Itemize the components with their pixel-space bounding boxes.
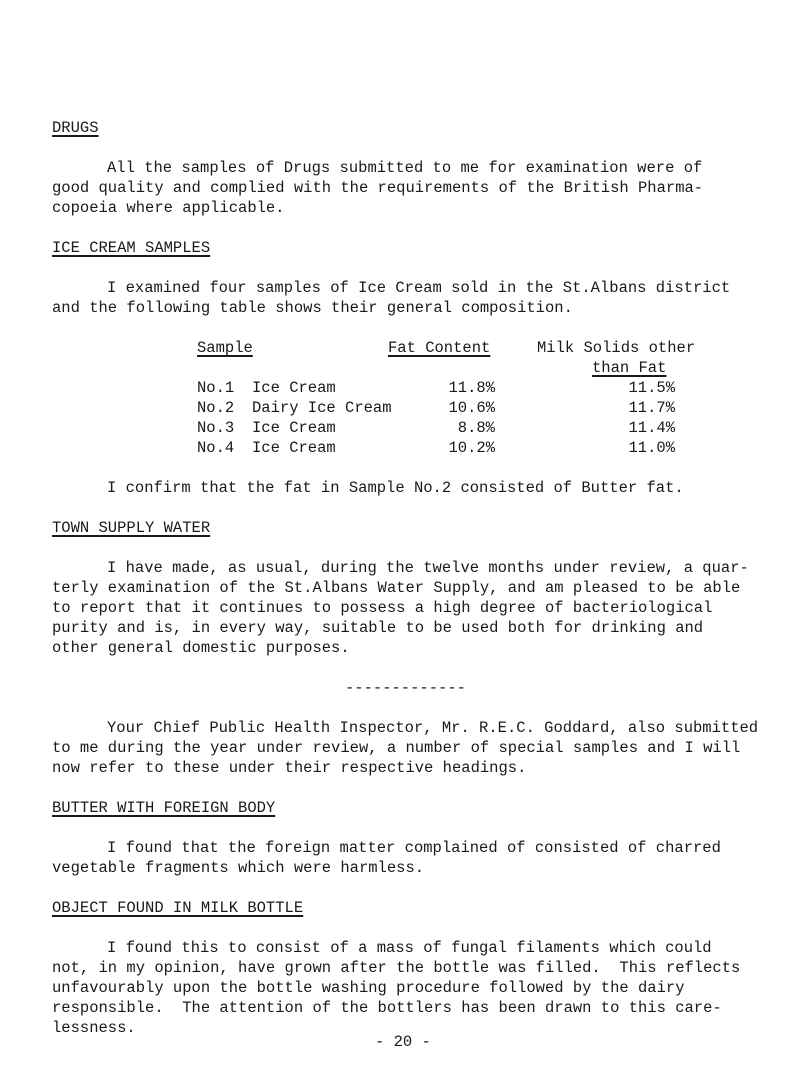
inspector-line-3: now refer to these under their respective headings. — [52, 759, 527, 777]
table-row-1-desc: Ice Cream — [252, 379, 336, 397]
table-row-3-no: No.3 — [197, 419, 235, 437]
table-row-3-milk: 11.4% — [628, 419, 675, 437]
section-separator: ------------- — [345, 679, 466, 697]
inspector-line-2: to me during the year under review, a number of special samples and I will — [52, 739, 741, 757]
table-row-3-fat: 8.8% — [457, 419, 495, 437]
table-row-3-desc: Ice Cream — [252, 419, 336, 437]
butter-line-2: vegetable fragments which were harmless. — [52, 859, 425, 877]
milk-bottle-line-2: not, in my opinion, have grown after the bottle was filled. This reflects — [52, 959, 741, 977]
table-row-1-no: No.1 — [197, 379, 235, 397]
table-row-2-milk: 11.7% — [628, 399, 675, 417]
table-row-2-fat: 10.6% — [448, 399, 495, 417]
water-line-5: other general domestic purposes. — [52, 639, 350, 657]
water-line-4: purity and is, in every way, suitable to be used both for drinking and — [52, 619, 704, 637]
page-number: - 20 - — [375, 1033, 431, 1051]
table-row-4-desc: Ice Cream — [252, 439, 336, 457]
drugs-paragraph-line-1: All the samples of Drugs submitted to me for examination were of — [107, 159, 703, 177]
milk-bottle-line-5: lessness. — [52, 1019, 136, 1037]
table-row-2-desc: Dairy Ice Cream — [252, 399, 392, 417]
drugs-paragraph-line-3: copoeia where applicable. — [52, 199, 285, 217]
butter-line-1: I found that the foreign matter complained of consisted of charred — [107, 839, 721, 857]
milk-bottle-line-4: responsible. The attention of the bottlers has been drawn to this care- — [52, 999, 722, 1017]
inspector-line-1: Your Chief Public Health Inspector, Mr. R.E.C. Goddard, also submitted — [107, 719, 759, 737]
water-heading: TOWN SUPPLY WATER — [52, 519, 211, 537]
water-line-1: I have made, as usual, during the twelve months under review, a quar- — [107, 559, 749, 577]
milk-bottle-line-1: I found this to consist of a mass of fungal filaments which could — [107, 939, 712, 957]
table-row-1-fat: 11.8% — [448, 379, 495, 397]
drugs-heading: DRUGS — [52, 119, 99, 137]
butter-heading: BUTTER WITH FOREIGN BODY — [52, 799, 276, 817]
table-row-4-no: No.4 — [197, 439, 235, 457]
table-header-milk-line-1: Milk Solids other — [537, 339, 696, 357]
table-row-2-no: No.2 — [197, 399, 235, 417]
ice-cream-confirm: I confirm that the fat in Sample No.2 consisted of Butter fat. — [107, 479, 684, 497]
table-row-1-milk: 11.5% — [628, 379, 675, 397]
drugs-paragraph-line-2: good quality and complied with the requirements of the British Pharma- — [52, 179, 704, 197]
table-row-4-fat: 10.2% — [448, 439, 495, 457]
table-header-sample: Sample — [197, 339, 253, 357]
water-line-3: to report that it continues to possess a high degree of bacteriological — [52, 599, 713, 617]
ice-cream-intro-line-1: I examined four samples of Ice Cream sold in the St.Albans district — [107, 279, 731, 297]
ice-cream-heading: ICE CREAM SAMPLES — [52, 239, 211, 257]
water-line-2: terly examination of the St.Albans Water Supply, and am pleased to be able — [52, 579, 741, 597]
milk-bottle-line-3: unfavourably upon the bottle washing procedure followed by the dairy — [52, 979, 685, 997]
ice-cream-intro-line-2: and the following table shows their general composition. — [52, 299, 573, 317]
table-header-fat: Fat Content — [388, 339, 491, 357]
table-row-4-milk: 11.0% — [628, 439, 675, 457]
table-header-milk-line-2: than Fat — [592, 359, 667, 377]
milk-bottle-heading: OBJECT FOUND IN MILK BOTTLE — [52, 899, 304, 917]
